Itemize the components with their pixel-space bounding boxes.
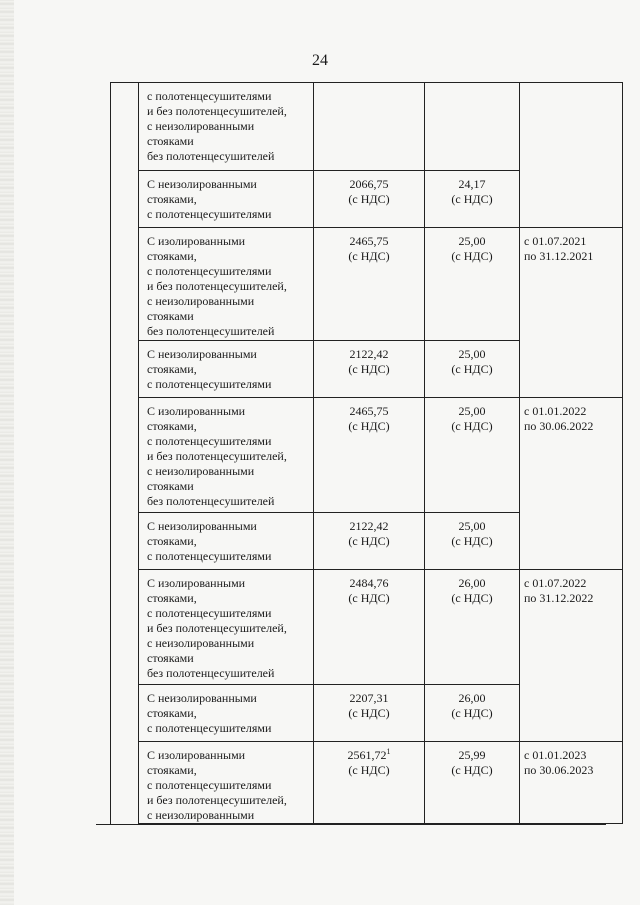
price-line: 2561,72$^1$ [347,747,391,762]
vat-line: 24,17 [458,177,486,191]
description-cell [139,171,314,228]
vat-line: (с НДС) [451,706,493,720]
vat-cell [425,685,520,742]
price-cell [314,685,425,742]
vat-line: (с НДС) [451,534,493,548]
description-line: с полотенцесушителями [147,377,272,391]
vat-line: 26,00 [458,576,486,590]
vat-line: 25,00 [458,347,486,361]
period-line: с 01.01.2022 [524,404,587,418]
description-line: с неизолированными [147,294,255,308]
description-line: стояками, [147,362,197,376]
description-line: стояками [147,134,194,148]
price-line: (с НДС) [348,591,390,605]
description-line: и без полотенцесушителей, [147,449,287,463]
description-line: без полотенцесушителей [147,494,275,508]
price-line: 2122,42 [349,519,389,533]
description-line: с полотенцесушителями [147,264,272,278]
table-row [139,398,623,513]
description-line: с полотенцесушителями [147,721,272,735]
vat-line: 25,00 [458,234,486,248]
price-line: (с НДС) [348,192,390,206]
page-number: 24 [312,52,328,69]
vat-cell [425,513,520,570]
table-row [139,228,623,341]
period-line: по 31.12.2021 [524,249,594,263]
scan-edge [0,0,14,905]
period-cell [520,228,623,398]
price-line: 2484,76 [349,576,389,590]
price-line: (с НДС) [348,249,390,263]
table-row [139,570,623,685]
price-line: 2207,31 [349,691,389,705]
vat-line: 25,99 [458,748,486,762]
price-cell [314,171,425,228]
description-cell [139,228,314,341]
description-cell [139,513,314,570]
vat-line: 26,00 [458,691,486,705]
description-line: С неизолированными [147,347,257,361]
description-line: и без полотенцесушителей, [147,104,287,118]
description-line: с полотенцесушителями [147,434,272,448]
description-line: и без полотенцесушителей, [147,793,287,807]
description-line: С неизолированными [147,177,257,191]
vat-line: (с НДС) [451,419,493,433]
table-row [139,83,623,171]
description-line: с неизолированными [147,808,255,822]
description-line: стояками, [147,419,197,433]
vat-line: 25,00 [458,404,486,418]
description-line: без полотенцесушителей [147,666,275,680]
description-line: С изолированными [147,234,246,248]
description-cell [139,398,314,513]
price-line: 2066,75 [349,177,389,191]
tariff-table-body [139,83,623,824]
period-line: по 30.06.2023 [524,763,594,777]
period-line: с 01.07.2021 [524,234,587,248]
table-bottom-rule [96,824,606,825]
description-line: стояками [147,309,194,323]
period-line: с 01.07.2022 [524,576,587,590]
description-line: с неизолированными [147,636,255,650]
price-footnote-mark: 1 [386,747,391,756]
description-line: и без полотенцесушителей, [147,279,287,293]
period-cell [520,570,623,742]
vat-line: (с НДС) [451,763,493,777]
description-line: С изолированными [147,748,246,762]
vat-cell [425,570,520,685]
description-line: и без полотенцесушителей, [147,621,287,635]
vat-cell [425,171,520,228]
vat-cell [425,341,520,398]
tariff-table [138,82,623,824]
description-line: с полотенцесушителями [147,89,272,103]
description-line: стояками, [147,591,197,605]
description-line: С неизолированными [147,691,257,705]
description-line: стояками, [147,534,197,548]
description-line: стояками [147,651,194,665]
vat-cell [425,228,520,341]
vat-line: (с НДС) [451,192,493,206]
price-cell [314,228,425,341]
vat-line: 25,00 [458,519,486,533]
price-line: (с НДС) [348,706,390,720]
description-cell [139,742,314,824]
vat-cell [425,83,520,171]
vat-cell [425,398,520,513]
price-line: 2465,75 [349,234,389,248]
description-line: С неизолированными [147,519,257,533]
vat-line: (с НДС) [451,249,493,263]
price-line: 2122,42 [349,347,389,361]
period-line: с 01.01.2023 [524,748,587,762]
description-cell [139,570,314,685]
description-line: С изолированными [147,576,246,590]
price-line: (с НДС) [348,362,390,376]
description-line: С изолированными [147,404,246,418]
description-cell [139,685,314,742]
description-cell [139,341,314,398]
period-line: по 30.06.2022 [524,419,594,433]
description-line: с неизолированными [147,464,255,478]
price-line: (с НДС) [348,763,390,777]
description-line: с полотенцесушителями [147,606,272,620]
price-cell [314,398,425,513]
price-cell [314,341,425,398]
period-cell [520,742,623,824]
table-left-column [110,82,138,824]
description-line: с неизолированными [147,119,255,133]
period-line: по 31.12.2022 [524,591,594,605]
price-cell [314,513,425,570]
description-line: стояками, [147,763,197,777]
description-line: с полотенцесушителями [147,549,272,563]
price-line: (с НДС) [348,419,390,433]
price-line: 2465,75 [349,404,389,418]
period-cell [520,398,623,570]
price-line: (с НДС) [348,534,390,548]
vat-line: (с НДС) [451,362,493,376]
price-cell [314,83,425,171]
description-line: с полотенцесушителями [147,778,272,792]
price-cell [314,570,425,685]
description-line: с полотенцесушителями [147,207,272,221]
description-cell [139,83,314,171]
description-line: стояками, [147,249,197,263]
table-row [139,742,623,824]
price-cell [314,742,425,824]
description-line: стояками, [147,706,197,720]
description-line: стояками, [147,192,197,206]
period-cell [520,83,623,228]
description-line: без полотенцесушителей [147,324,275,338]
description-line: без полотенцесушителей [147,149,275,163]
vat-line: (с НДС) [451,591,493,605]
vat-cell [425,742,520,824]
description-line: стояками [147,479,194,493]
